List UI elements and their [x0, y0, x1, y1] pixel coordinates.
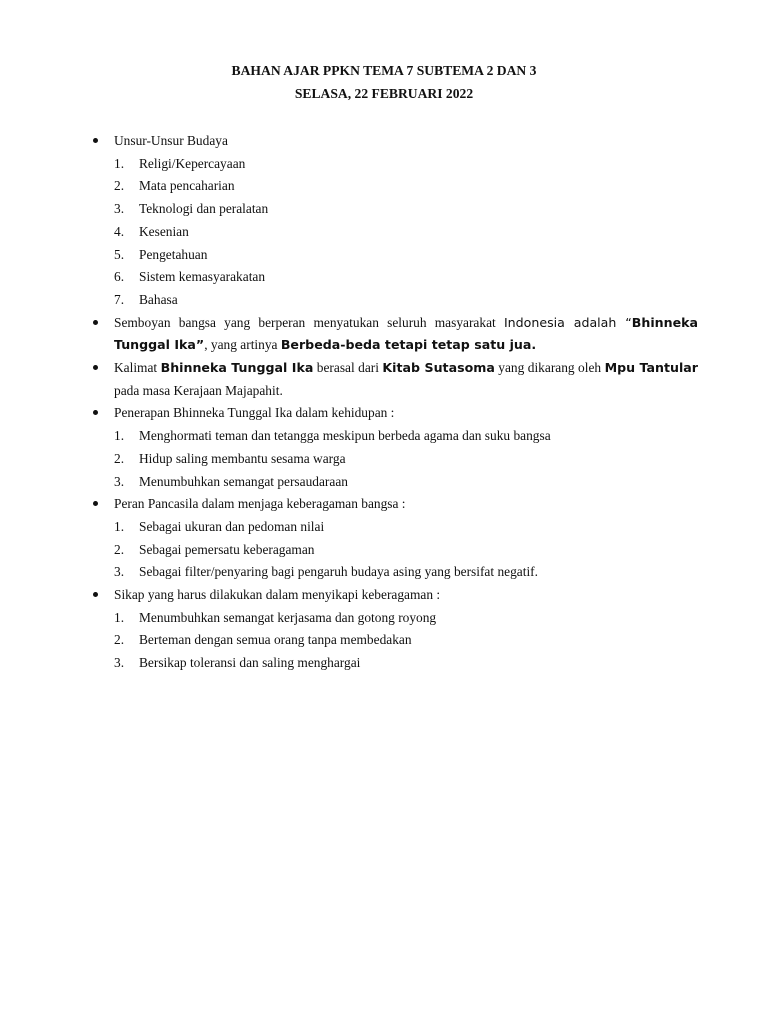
- list-item-text: Religi/Kepercayaan: [139, 155, 246, 171]
- bullet-heading: Peran Pancasila dalam menjaga keberagaman bangsa :: [114, 496, 406, 512]
- list-item: [114, 448, 698, 471]
- list-item: [114, 198, 698, 221]
- list-number: 7.: [114, 291, 125, 307]
- bullet-dot-icon: [93, 138, 98, 143]
- list-item: [114, 607, 698, 630]
- kalimat-author: Mpu Tantular: [604, 360, 699, 376]
- list-item-text: Sebagai ukuran dan pedoman nilai: [139, 518, 325, 534]
- list-number: 3.: [114, 201, 125, 217]
- budaya-list: [114, 153, 698, 312]
- pancasila-list: [114, 516, 698, 584]
- list-item: [114, 471, 698, 494]
- semboyan-text-2: Indonesia adalah “: [503, 314, 632, 330]
- kalimat-text-3: berasal dari: [313, 360, 383, 376]
- list-item-text: Sistem kemasyarakatan: [139, 269, 266, 285]
- kalimat-paragraph: [114, 357, 698, 402]
- list-item-text: Sebagai filter/penyaring bagi pengaruh budaya asing yang bersifat negatif.: [139, 564, 538, 580]
- bullet-heading: Unsur-Unsur Budaya: [114, 133, 228, 148]
- list-item: [114, 425, 698, 448]
- bullet-semboyan: [90, 312, 698, 357]
- semboyan-meaning: Berbeda-beda tetapi tetap satu jua.: [280, 337, 537, 353]
- list-item: [114, 629, 698, 652]
- bullet-sikap: [90, 584, 698, 675]
- bullet-dot-icon: [93, 410, 98, 415]
- bullet-dot-icon: [93, 320, 98, 325]
- list-number: 1.: [114, 518, 125, 534]
- list-number: 5.: [114, 246, 125, 262]
- list-item-text: Teknologi dan peralatan: [139, 201, 269, 217]
- bullet-dot-icon: [93, 365, 98, 370]
- list-number: 2.: [114, 632, 125, 648]
- list-item-text: Hidup saling membantu sesama warga: [139, 450, 346, 466]
- list-item: [114, 221, 698, 244]
- list-item: [114, 175, 698, 198]
- list-item: [114, 652, 698, 675]
- kalimat-text-1: Kalimat: [114, 360, 161, 376]
- kalimat-motto: Bhinneka Tunggal Ika: [160, 360, 314, 376]
- list-number: 1.: [114, 155, 125, 171]
- bullet-dot-icon: [93, 592, 98, 597]
- kalimat-text-5: yang dikarang oleh: [494, 360, 605, 376]
- semboyan-motto: Bhinneka Tunggal Ika”: [114, 314, 698, 353]
- list-item: [114, 516, 698, 539]
- list-number: 3.: [114, 564, 125, 580]
- list-item: [114, 561, 698, 584]
- list-item: [114, 289, 698, 312]
- list-item-text: Menghormati teman dan tetangga meskipun berbeda agama dan suku bangsa: [139, 428, 551, 444]
- penerapan-list: [114, 425, 698, 493]
- semboyan-text-1: Semboyan bangsa yang berperan menyatukan seluruh masyarakat: [114, 314, 504, 330]
- list-item: [114, 266, 698, 289]
- document-body: [90, 130, 698, 675]
- list-number: 3.: [114, 655, 125, 671]
- list-item-text: Menumbuhkan semangat persaudaraan: [139, 473, 348, 489]
- bullet-unsur-budaya: [90, 130, 698, 312]
- bullet-kalimat: [90, 357, 698, 402]
- list-number: 1.: [114, 428, 125, 444]
- list-item-text: Bahasa: [139, 291, 178, 307]
- list-item: [114, 153, 698, 176]
- bullet-pancasila: [90, 493, 698, 584]
- bullet-heading: Sikap yang harus dilakukan dalam menyikapi keberagaman :: [114, 587, 441, 603]
- list-item: [114, 244, 698, 267]
- document-title: BAHAN AJAR PPKN TEMA 7 SUBTEMA 2 DAN 3: [231, 63, 537, 78]
- list-item: [114, 539, 698, 562]
- semboyan-text-4: , yang artinya: [204, 337, 281, 353]
- kalimat-kitab: Kitab Sutasoma: [382, 360, 495, 376]
- kalimat-text-7: pada masa Kerajaan Majapahit.: [114, 382, 283, 398]
- list-number: 2.: [114, 541, 125, 557]
- list-number: 6.: [114, 269, 125, 285]
- bullet-heading: Penerapan Bhinneka Tunggal Ika dalam kehidupan :: [114, 405, 395, 421]
- sikap-list: [114, 607, 698, 675]
- list-item-text: Kesenian: [139, 223, 189, 239]
- list-number: 3.: [114, 473, 125, 489]
- list-item-text: Menumbuhkan semangat kerjasama dan gotong royong: [139, 609, 437, 625]
- list-number: 4.: [114, 223, 125, 239]
- list-item-text: Berteman dengan semua orang tanpa membedakan: [139, 632, 412, 648]
- list-item-text: Pengetahuan: [139, 246, 208, 262]
- list-item-text: Mata pencaharian: [139, 178, 235, 194]
- document-date: SELASA, 22 FEBRUARI 2022: [294, 86, 474, 101]
- semboyan-paragraph: [114, 312, 698, 357]
- list-number: 2.: [114, 450, 125, 466]
- bullet-penerapan: [90, 402, 698, 493]
- list-number: 1.: [114, 609, 125, 625]
- list-item-text: Sebagai pemersatu keberagaman: [139, 541, 315, 557]
- list-number: 2.: [114, 178, 125, 194]
- list-item-text: Bersikap toleransi dan saling menghargai: [139, 655, 361, 671]
- bullet-dot-icon: [93, 501, 98, 506]
